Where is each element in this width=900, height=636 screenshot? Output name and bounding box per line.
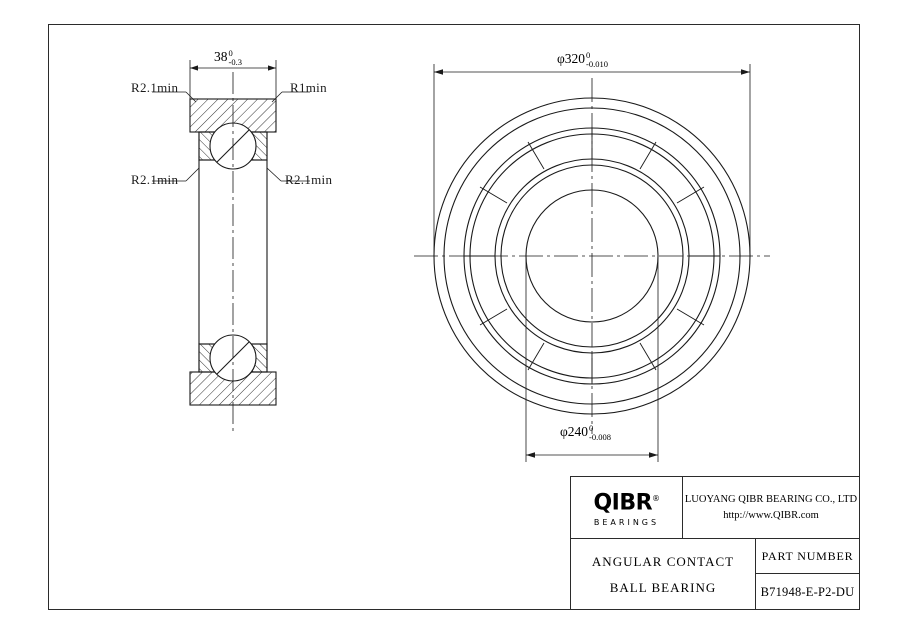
outer-dia-tol-upper: 0 bbox=[586, 50, 591, 60]
logo-registered-mark: ® bbox=[652, 494, 660, 504]
width-dim-base: 38 bbox=[214, 49, 228, 64]
bore-dia-text bbox=[560, 425, 611, 442]
outer-dia-tol-lower: -0.010 bbox=[586, 59, 609, 69]
chamfer-label-mid-right: R2.1min bbox=[285, 172, 333, 187]
width-dimension-text bbox=[214, 50, 242, 67]
chamfer-label-top-left: R2.1min bbox=[131, 80, 179, 95]
title-block-body bbox=[571, 539, 859, 610]
title-block bbox=[570, 476, 860, 610]
chamfer-label-mid-left: R2.1min bbox=[131, 172, 179, 187]
company-info bbox=[683, 477, 859, 538]
product-description bbox=[571, 539, 756, 610]
bore-dia-tol-lower: -0.008 bbox=[589, 432, 612, 442]
title-block-header bbox=[571, 477, 859, 539]
company-url[interactable]: http://www.QIBR.com bbox=[723, 509, 819, 521]
logo-text bbox=[593, 488, 659, 514]
chamfer-label-top-right: R1min bbox=[290, 80, 327, 95]
part-number-label: PART NUMBER bbox=[756, 539, 859, 574]
part-number-section bbox=[756, 539, 859, 610]
width-dim-tol-lower: -0.3 bbox=[228, 57, 242, 67]
width-dim-tol-upper: 0 bbox=[228, 48, 233, 58]
outer-dia-base: φ320 bbox=[557, 51, 586, 66]
company-name: LUOYANG QIBR BEARING CO., LTD bbox=[684, 493, 858, 505]
bore-dia-base: φ240 bbox=[560, 424, 589, 439]
logo-wordmark: QIBR bbox=[593, 490, 653, 516]
logo-subtitle: BEARINGS bbox=[593, 517, 660, 527]
bore-dia-tol-upper: 0 bbox=[589, 423, 594, 433]
brand-logo bbox=[571, 477, 683, 538]
product-description-line1: ANGULAR CONTACT bbox=[591, 553, 735, 569]
part-number-value: B71948-E-P2-DU bbox=[760, 584, 855, 599]
product-description-line2: BALL BEARING bbox=[609, 579, 717, 595]
outer-dia-text bbox=[557, 52, 608, 69]
